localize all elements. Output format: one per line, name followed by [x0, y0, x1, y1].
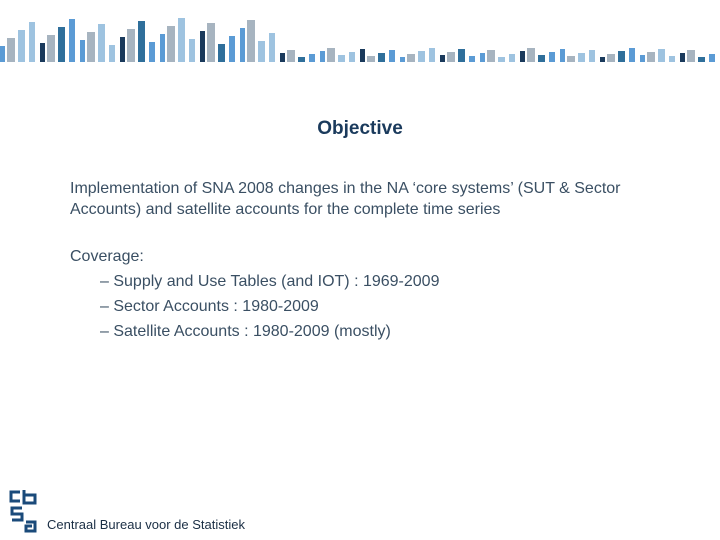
decorative-bar — [229, 36, 235, 62]
decorative-bar — [189, 39, 195, 62]
decorative-bar — [469, 56, 475, 62]
decorative-bar — [80, 40, 85, 62]
decorative-bar — [287, 50, 295, 62]
decorative-bar — [269, 33, 275, 62]
decorative-bar — [407, 54, 415, 62]
decorative-bar — [127, 29, 135, 62]
decorative-bar — [560, 49, 565, 62]
decorative-bar — [338, 55, 345, 62]
decorative-bar — [69, 19, 75, 62]
coverage-item-sut: – Supply and Use Tables (and IOT) : 1969-2009 — [100, 273, 440, 290]
decorative-bar — [687, 50, 695, 62]
decorative-bar — [138, 21, 145, 62]
decorative-bar — [207, 23, 215, 62]
decorative-bar — [549, 52, 555, 62]
decorative-bar — [567, 56, 575, 62]
decorative-bar-strip — [0, 0, 720, 64]
decorative-bar — [680, 53, 685, 62]
decorative-bar — [480, 53, 485, 62]
decorative-bar — [280, 53, 285, 62]
decorative-bars — [0, 18, 715, 62]
decorative-bar — [98, 24, 105, 62]
objective-text: Implementation of SNA 2008 changes in the NA ‘core systems’ (SUT & Sector Accounts) and satellite accounts for the complete time series — [70, 180, 621, 218]
organization-name: Centraal Bureau voor de Statistiek — [47, 517, 245, 532]
decorative-bar — [709, 54, 715, 62]
decorative-bar — [527, 48, 535, 62]
cbs-logo — [8, 489, 38, 533]
decorative-bar — [487, 50, 495, 62]
decorative-bar — [538, 55, 545, 62]
coverage-heading: Coverage: — [70, 248, 144, 265]
decorative-bar — [698, 57, 705, 62]
decorative-bar — [389, 50, 395, 62]
decorative-bar — [40, 43, 45, 62]
decorative-bar — [458, 49, 465, 62]
decorative-bar — [258, 41, 265, 62]
decorative-bar — [87, 32, 95, 62]
decorative-bar — [349, 52, 355, 62]
decorative-bar — [120, 37, 125, 62]
decorative-bar — [400, 57, 405, 62]
decorative-bar — [367, 56, 375, 62]
decorative-bar — [607, 54, 615, 62]
decorative-bar — [498, 57, 505, 62]
decorative-bar — [167, 26, 175, 62]
coverage-item-sector: – Sector Accounts : 1980-2009 — [100, 298, 319, 315]
decorative-bar — [29, 22, 35, 62]
decorative-bar — [418, 51, 425, 62]
slide-title: Objective — [317, 118, 403, 139]
decorative-bar — [58, 27, 65, 62]
decorative-bar — [440, 55, 445, 62]
decorative-bar — [520, 51, 525, 62]
decorative-bar — [0, 46, 5, 62]
decorative-bar — [149, 42, 155, 62]
coverage-list — [70, 271, 670, 342]
decorative-bar — [309, 54, 315, 62]
decorative-bar — [298, 57, 305, 62]
decorative-bar — [447, 52, 455, 62]
decorative-bar — [640, 55, 645, 62]
decorative-bar — [618, 51, 625, 62]
decorative-bar — [109, 45, 115, 62]
decorative-bar — [18, 30, 25, 62]
decorative-bar — [600, 57, 605, 62]
decorative-bar — [589, 50, 595, 62]
decorative-bar — [247, 20, 255, 62]
decorative-bar — [429, 48, 435, 62]
decorative-bar — [218, 44, 225, 62]
decorative-bar — [629, 48, 635, 62]
decorative-bar — [7, 38, 15, 62]
slide-content — [70, 178, 670, 346]
decorative-bar — [509, 54, 515, 62]
decorative-bar — [160, 34, 165, 62]
coverage-item-satellite: – Satellite Accounts : 1980-2009 (mostly) — [100, 323, 391, 340]
decorative-bar — [327, 48, 335, 62]
decorative-bar — [178, 18, 185, 62]
decorative-bar — [47, 35, 55, 62]
decorative-bar — [669, 56, 675, 62]
decorative-bar — [360, 49, 365, 62]
decorative-bar — [647, 52, 655, 62]
decorative-bar — [240, 28, 245, 62]
decorative-bar — [200, 31, 205, 62]
decorative-bar — [578, 53, 585, 62]
decorative-bar — [658, 49, 665, 62]
decorative-bar — [378, 53, 385, 62]
decorative-bar — [320, 51, 325, 62]
